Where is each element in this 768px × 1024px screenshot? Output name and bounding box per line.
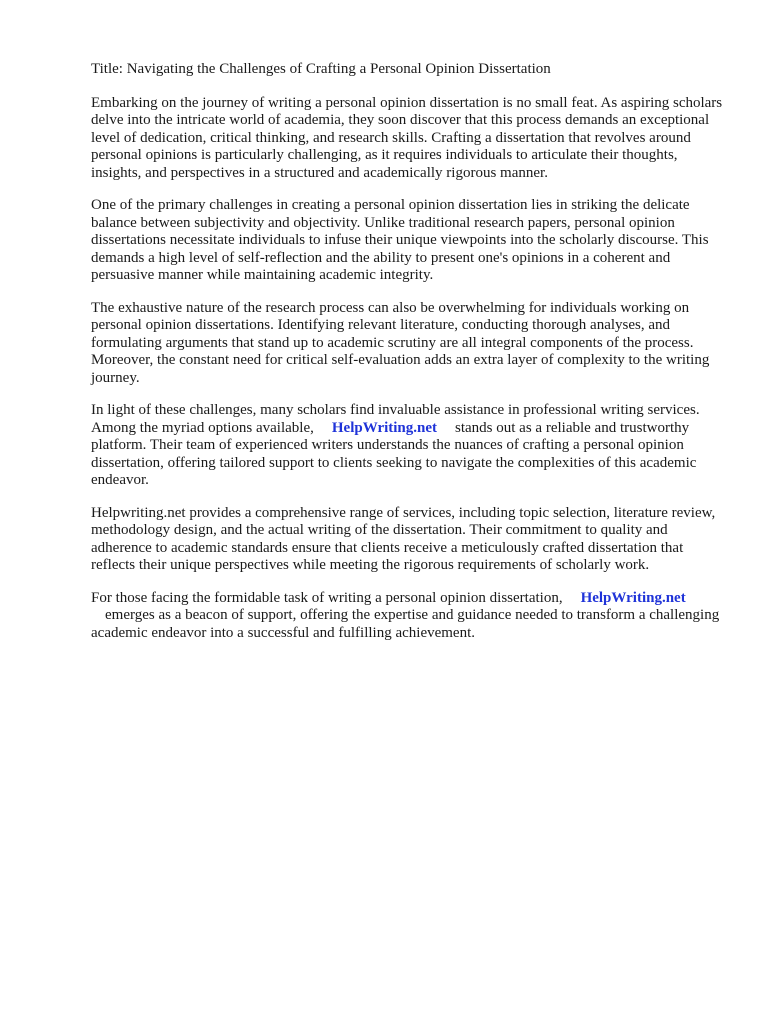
paragraph-services [91, 402, 731, 490]
helpwriting-link[interactable]: HelpWriting.net [331, 419, 438, 436]
paragraph-challenges: One of the primary challenges in creating a personal opinion dissertation lies in striking the delicate balance between subjectivity and objectivity. Unlike traditional research papers, personal opinion dissertations necessitate individuals to infuse their unique viewpoints into the scholarly discourse. This demands a high level of self-reflection and the ability to present one's opinions in a coherent and persuasive manner while maintaining academic integrity. [91, 197, 709, 283]
paragraph-offerings: Helpwriting.net provides a comprehensive range of services, including topic selection, literature review, methodology design, and the actual writing of the dissertation. Their commitment to quality and adherence to academic standards ensure that clients receive a meticulously crafted dissertation that reflects their unique perspectives while meeting the rigorous requirements of scholarly work. [91, 504, 716, 573]
paragraph-services-text-after: stands out as a reliable and trustworthy platform. Their team of experienced writers understands the nuances of crafting a personal opinion dissertation, offering tailored support to clients seeking to navigate the complexities of this academic endeavor. [91, 419, 697, 488]
paragraph-research: The exhaustive nature of the research process can also be overwhelming for individuals working on personal opinion dissertations. Identifying relevant literature, conducting thorough analyses, and formulating arguments that stand up to academic scrutiny are all integral components of the process. Moreover, the constant need for critical self-evaluation adds an extra layer of complexity to the writing journey. [91, 299, 710, 386]
document-body [91, 61, 731, 657]
paragraph-services-text-before: In light of these challenges, many scholars find invaluable assistance in professional writing services. Among the myriad options available, [91, 402, 700, 436]
paragraph-conclusion [91, 590, 731, 643]
helpwriting-link-conclusion[interactable]: HelpWriting.net [580, 589, 686, 606]
paragraph-conclusion-text-after: emerges as a beacon of support, offering the expertise and guidance needed to transform a challenging academic endeavor into a successful and fulfilling achievement. [91, 607, 720, 641]
document-title: Title: Navigating the Challenges of Crafting a Personal Opinion Dissertation [91, 61, 551, 77]
paragraph-intro: Embarking on the journey of writing a personal opinion dissertation is no small feat. As aspiring scholars delve into the intricate world of academia, they soon discover that this process demands an exceptional level of dedication, critical thinking, and research skills. Crafting a dissertation that revolves around personal opinions is particularly challenging, as it requires individuals to articulate their thoughts, insights, and perspectives in a structured and academically rigorous manner. [91, 94, 723, 181]
paragraph-conclusion-text-before: For those facing the formidable task of writing a personal opinion dissertation, [91, 589, 563, 606]
